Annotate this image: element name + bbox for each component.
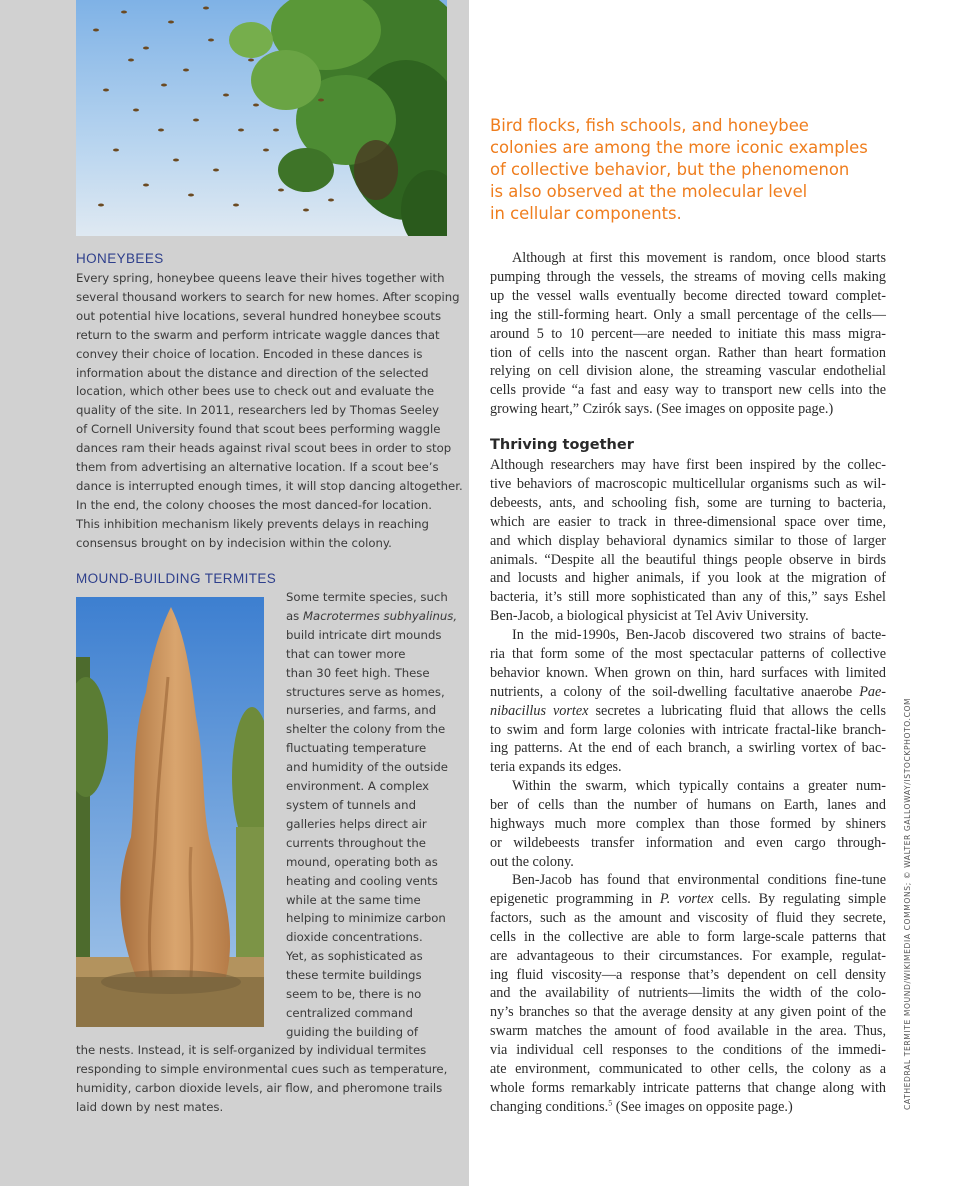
termites-line: fluctuating temperature [286,741,427,756]
termites-line: humidity, carbon dioxide levels, air flow, and pheromone trails [76,1080,443,1095]
body-line-suffix: secretes a lubricating fluid that allows the cells [588,702,886,719]
body-line: ber of cells than the number of humans on Earth, lanes and [490,796,886,813]
body-line: tive behaviors of macroscopic multicellular organisms such as wil- [490,475,886,492]
body-line: animals. “Despite all the beautiful things people observe in birds [490,551,886,568]
termites-line: build intricate dirt mounds [286,627,442,642]
honeybees-line: several thousand workers to search for new homes. After scoping [76,289,460,304]
honeybees-line: information about the distance and direction of the selected [76,365,429,380]
termites-line: centralized command [286,1005,413,1020]
body-line: ria that form some of the most spectacular patterns of collective [490,645,886,662]
photo-credit: CATHEDRAL TERMITE MOUND/WIKIMEDIA COMMONS; © WALTER GALLOWAY/ISTOCKPHOTO.COM [903,697,912,1110]
body-paragraph-5 [490,871,886,1117]
body-line: factors, such as the amount and viscosity of fluid they secrete, [490,909,886,926]
honeybees-line: dance is interrupted enough times, it will stop dancing altogether. [76,478,463,493]
body-line: up the vessel walls eventually become directed toward complet- [490,287,886,304]
termites-line: Some termite species, such [286,590,448,604]
body-line: ate environment, communicated to other cells, the colony as a [490,1061,886,1078]
body-line: swarm matches the amount of food available in the area. Thus, [490,1023,886,1040]
termites-line: galleries helps direct air [286,816,427,831]
body-line: which are easier to track in three-dimensional space over time, [490,513,886,530]
body-line: and locusts and higher animals, if you look at the migration of [490,570,886,587]
pull-quote [490,115,910,225]
body-paragraph-2 [490,456,886,626]
body-line: ing fluid viscosity—a response that’s dependent on cell density [490,966,886,983]
body-line: via individual cell responses to the conditions of the immedi- [490,1042,886,1059]
bacteria-species: Pae- [859,683,886,700]
termites-line: structures serve as homes, [286,684,445,699]
body-paragraph-4 [490,777,886,872]
bacteria-species: P. vortex [659,890,714,907]
bacteria-species: nibacillus vortex [490,702,589,719]
body-line: debeests, ants, and schooling fish, some are turning to bacteria, [490,494,886,511]
pull-quote-line: colonies are among the more iconic examples [490,138,868,157]
body-line: cells in the collective are able to form large-scale patterns that [490,928,886,945]
honeybees-line: them from advertising an alternative location. If a scout bee’s [76,460,439,475]
termites-line: mound, operating both as [286,854,438,869]
honeybees-line: Every spring, honeybee queens leave their hives together with [76,271,445,285]
termites-line: while at the same time [286,892,421,907]
honeybee-swarm-photo [76,0,447,236]
termites-line: that can tower more [286,646,406,661]
body-line: out the colony. [490,853,574,870]
body-paragraph-1 [490,249,886,419]
body-line: bacteria, it’s still more sophisticated than any of this,” says Eshel [490,589,886,606]
body-line: whole forms remarkably intricate patterns that change along with [490,1079,886,1096]
body-line [490,702,886,721]
body-line: cells provide “a fast and easy way to transport new cells into the [490,382,886,399]
termites-line: currents throughout the [286,835,426,850]
termites-line: dioxide concentrations. [286,930,423,945]
body-line: and the availability of nutrients—limits the width of the colo- [490,985,886,1002]
body-line: highways much more complex than those formed by shiners [490,815,886,832]
honeybees-line: dances ram their heads against rival scout bees in order to stop [76,441,452,456]
termite-species: Macrotermes subhyalinus, [302,608,458,623]
termites-line: the nests. Instead, it is self-organized by individual termites [76,1043,427,1057]
termite-mound-illustration [76,597,264,1027]
body-line [490,1098,886,1117]
body-line: Within the swarm, which typically contains a greater num- [512,778,886,794]
body-line-prefix: nutrients, a colony of the soil-dwelling facultative anaerobe [490,683,860,700]
termite-mound-photo [76,597,264,1027]
body-line: are advantageous to their circumstances. For example, regulat- [490,947,886,964]
body-line: relying on cell division alone, the streaming vascular endothelial [490,363,886,380]
body-line: or wildebeests transfer information and even cargo through- [490,834,886,851]
termites-line: seem to be, there is no [286,987,422,1002]
body-line: Although researchers may have first been inspired by the collec- [490,457,886,473]
honeybees-line: convey their choice of location. Encoded in these dances is [76,346,423,361]
pull-quote-line: of collective behavior, but the phenomenon [490,160,850,179]
pull-quote-line: in cellular components. [490,204,682,223]
body-line-prefix: epigenetic programming in [490,890,660,907]
body-line: to swim and form large colonies with intricate fractal-like branch- [490,721,886,738]
termites-line: these termite buildings [286,968,422,983]
body-paragraph-3 [490,626,886,777]
termites-line: heating and cooling vents [286,873,438,888]
body-line: and which display behavioral dynamics similar to those of larger [490,532,886,549]
termites-line: guiding the building of [286,1024,418,1039]
honeybees-heading: HONEYBEES [76,251,164,266]
body-line: pumping through the vessels, the streams of moving cells making [490,268,886,285]
honeybees-line: consensus brought on by indecision within the colony. [76,535,392,550]
termites-line: and humidity of the outside [286,760,448,775]
body-line: In the mid-1990s, Ben-Jacob discovered two strains of bacte- [512,627,886,643]
honeybees-line: location, which other bees use to check out and evaluate the [76,384,435,399]
honeybees-line: In the end, the colony chooses the most danced-for location. [76,497,432,512]
body-line-suffix: cells. By regulating simple [713,890,887,907]
termites-line: system of tunnels and [286,797,416,812]
termites-line: than 30 feet high. These [286,665,430,680]
honeybees-line: This inhibition mechanism likely prevents delays in reaching [76,516,429,531]
honeybees-line: return to the swarm and perform intricate waggle dances that [76,327,440,342]
body-line: Ben-Jacob, a biological physicist at Tel Aviv University. [490,608,809,625]
termites-wrap-text [286,588,457,1042]
body-line [490,890,886,909]
body-line [490,683,886,702]
termites-full-text [76,1041,447,1117]
body-line: around 5 to 10 percent—are needed to initiate this mass migra- [490,325,886,342]
termites-line: responding to simple environmental cues such as temperature, [76,1061,448,1076]
footnote-marker: 5 [608,1098,613,1108]
honeybees-line: of Cornell University found that scout bees performing waggle [76,422,441,437]
termites-line: Yet, as sophisticated as [286,949,423,964]
honeybee-swarm-illustration [76,0,447,236]
termites-line: nurseries, and farms, and [286,703,437,718]
body-line-suffix: (See images on opposite page.) [612,1098,793,1115]
body-line: ing patterns. At the end of each branch, a swirling vortex of bac- [490,740,886,757]
body-line-prefix: changing conditions. [490,1098,609,1115]
body-line: tion of cells into the nascent organ. Rather than heart formation [490,344,886,361]
termites-line: environment. A complex [286,779,430,794]
honeybees-text [76,269,463,553]
termites-line [286,607,457,626]
pull-quote-line: Bird flocks, fish schools, and honeybee [490,116,809,135]
section-heading: Thriving together [490,437,634,453]
honeybees-line: quality of the site. In 2011, researchers led by Thomas Seeley [76,403,440,418]
pull-quote-line: is also observed at the molecular level [490,182,808,201]
body-line: Although at first this movement is random, once blood starts [512,250,886,266]
termites-line: laid down by nest mates. [76,1099,224,1114]
body-line: ing the still-forming heart. Only a small percentage of the cells— [490,306,886,323]
body-line: growing heart,” Czirók says. (See images on opposite page.) [490,401,834,418]
termites-line-prefix: as [286,608,303,623]
termites-line: helping to minimize carbon [286,911,446,926]
termites-line: shelter the colony from the [286,722,446,737]
termites-heading: MOUND-BUILDING TERMITES [76,571,277,586]
body-line: behavior known. When grown on thin, hard surfaces with limited [490,664,886,681]
body-line: Ben-Jacob has found that environmental conditions fine-tune [512,872,886,888]
body-line: ny’s branches so that the average density at any given point of the [490,1004,886,1021]
honeybees-line: out potential hive locations, several hundred honeybee scouts [76,308,442,323]
body-line: teria expands its edges. [490,759,622,776]
